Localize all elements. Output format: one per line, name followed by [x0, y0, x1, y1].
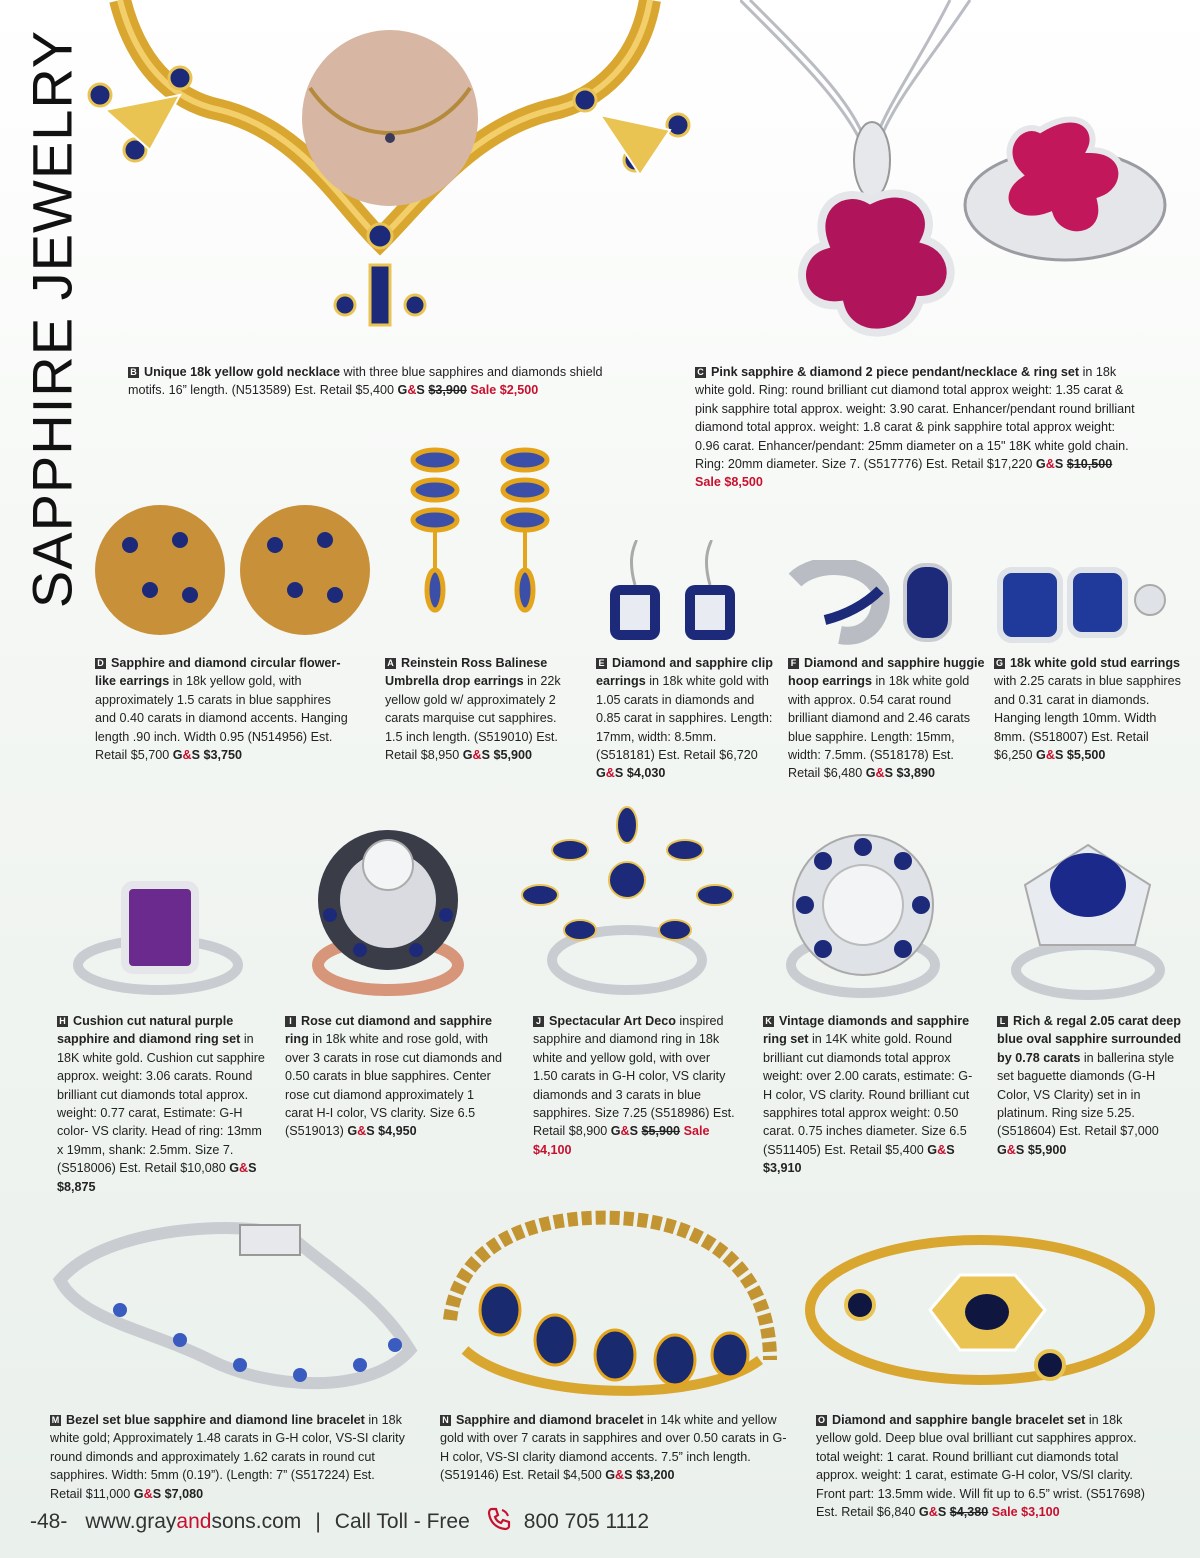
gs-price: $5,500 — [1066, 748, 1106, 763]
sale-price: Sale $8,500 — [695, 475, 763, 490]
gs-label: G&S — [1036, 748, 1064, 763]
product-name: Reinstein Ross Balinese Umbrella drop earrings — [385, 656, 548, 689]
gs-label: G&S — [1035, 457, 1064, 472]
product-desc: in 14k white and yellow gold with over 7 carats in sapphires and over 0.50 carats in G-H color, VS-SI clarity diamond accents. 7.5” inch length. (S519146) Est. Retail $4,500 — [440, 1413, 787, 1483]
old-price: $10,500 — [1066, 457, 1113, 472]
product-j — [533, 1012, 738, 1159]
gs-price: $3,890 — [896, 766, 936, 781]
ring-l-image — [1000, 825, 1175, 1000]
ring-i-image — [300, 825, 475, 1000]
gs-price: $4,950 — [378, 1124, 417, 1139]
product-name: Unique 18k yellow gold necklace — [144, 365, 340, 379]
item-letter: L — [997, 1016, 1008, 1027]
earrings-g-image — [995, 565, 1180, 645]
product-c — [695, 363, 1135, 492]
product-o — [816, 1411, 1156, 1521]
pendant-ring-c-image — [740, 0, 1190, 350]
gs-price: $3,200 — [636, 1468, 675, 1483]
product-name: Bezel set blue sapphire and diamond line bracelet — [66, 1413, 365, 1427]
sale-price: Sale $2,500 — [470, 383, 539, 398]
website-link[interactable]: www.grayandsons.com — [85, 1510, 302, 1533]
bracelet-o-image — [800, 1230, 1160, 1400]
phone-icon — [486, 1506, 512, 1538]
product-name: Rose cut diamond and sapphire ring — [285, 1014, 493, 1047]
item-letter: D — [95, 658, 106, 669]
product-desc: in 18k yellow gold. Deep blue oval brilliant cut sapphires approx. total weight: 1 carat. Round brilliant cut diamonds total approx. weight: 1 carat, estimate G-H color, VS/SI clarity. Front part: 13.5mm wide. Will fit up to 6.5” wrist. (S517698) Est. Retail $6,840 — [816, 1413, 1145, 1520]
product-desc: in 18k white gold with 1.05 carats in diamonds and 0.85 carat in sapphires. Length: 17mm, width: 8.5mm. (S518181) Est. Retail $6,720 — [596, 674, 773, 763]
product-name: 18k white gold stud earrings — [1010, 656, 1181, 670]
item-letter: G — [995, 658, 1003, 668]
gs-label: G&S — [462, 748, 491, 763]
product-name: Diamond and sapphire clip earrings — [596, 656, 773, 689]
item-letter: O — [817, 1415, 825, 1425]
product-i — [285, 1012, 505, 1141]
product-a — [385, 654, 575, 764]
product-b — [128, 363, 608, 400]
sale-price: Sale $4,100 — [533, 1124, 710, 1157]
item-letter: B — [128, 367, 139, 378]
item-letter: H — [57, 1016, 68, 1027]
product-name: Sapphire and diamond bracelet — [456, 1413, 644, 1427]
product-d — [95, 654, 350, 764]
product-name: Pink sapphire & diamond 2 piece pendant/necklace & ring set — [711, 365, 1080, 379]
product-name: Vintage diamonds and sapphire ring set — [763, 1014, 970, 1047]
product-desc: in 18K white gold. Cushion cut sapphire approx. weight: 3.06 carats. Round brilliant cut diamonds total approx. weight: 0.77 carat, Estimate: G-H color- VS clarity. Head of ring: 13mm x 19mm, shank: 2.5mm. Size 7. (S518006) Est. Retail $10,080 — [57, 1032, 265, 1176]
product-e — [596, 654, 778, 783]
call-label: Call Toll - Free — [334, 1510, 470, 1533]
product-name: Diamond and sapphire bangle bracelet set — [832, 1413, 1086, 1427]
gs-price: $7,080 — [164, 1486, 204, 1501]
gs-price: $3,910 — [763, 1161, 802, 1176]
page-title-vertical — [20, 29, 84, 609]
item-letter: E — [596, 658, 607, 669]
gs-price: $3,750 — [203, 748, 243, 763]
product-name: Cushion cut natural purple sapphire and diamond ring set — [57, 1014, 241, 1047]
gs-price: $8,875 — [57, 1179, 96, 1194]
earrings-f-image — [785, 560, 970, 645]
gs-price: $5,900 — [493, 748, 533, 763]
product-desc: in 18k white gold. Ring: round brilliant cut diamond total approx weight: 1.35 carat & pink sapphire total approx. weight: 3.90 carat. Enhancer/pendant round brilliant diamond total approx. weight: 1.8 carat & pink sapphire total approx weight: 0.96 carat. Enhancer/pendant: 25mm diameter on a 15" 18K white gold chain. Ring: 20mm diameter. Size 7. (S517776) Est. Retail $17,220 — [695, 365, 1135, 472]
sale-price: Sale $3,100 — [991, 1505, 1060, 1520]
product-k — [763, 1012, 978, 1178]
gs-label: G&S — [610, 1124, 639, 1139]
item-letter: M — [51, 1415, 60, 1425]
product-name: Spectacular Art Deco — [549, 1014, 676, 1028]
product-g — [994, 654, 1184, 764]
product-f — [788, 654, 988, 783]
product-desc: in ballerina style set baguette diamonds (G-H Color, VS Clarity) set in in platinum. Ring size 5.25. (S518604) Est. Retail $7,000 — [997, 1050, 1175, 1139]
gs-label: G&S — [397, 383, 425, 398]
product-desc: in 22k yellow gold w/ approximately 2 carats marquise cut sapphires. 1.5 inch length. (S519010) Est. Retail $8,950 — [385, 674, 561, 763]
item-letter: F — [788, 658, 799, 669]
product-desc: with 2.25 carats in blue sapphires and 0.31 carat in diamonds. Hanging length 10mm. Width 8mm. (S518007) Est. Retail $6,250 — [994, 674, 1181, 763]
earrings-a-image — [395, 425, 575, 640]
page-footer — [30, 1505, 649, 1539]
bracelet-m-image — [50, 1210, 425, 1395]
product-desc: inspired sapphire and diamond ring in 18k white and yellow gold, with over 1.50 carats in G-H color, VS clarity diamonds and 3 carats in blue sapphires. Size 7.25 (S518986) Est. Retail $8,900 — [533, 1014, 735, 1139]
gs-label: G&S — [347, 1124, 375, 1139]
phone-number[interactable]: 800 705 1112 — [523, 1510, 650, 1533]
product-name: Diamond and sapphire huggie hoop earrings — [788, 656, 985, 689]
product-m — [50, 1411, 410, 1503]
gs-label: G&S — [865, 766, 894, 781]
ring-k-image — [775, 825, 950, 1000]
item-letter: J — [533, 1016, 544, 1027]
gs-label: G&S — [596, 766, 624, 781]
old-price: $4,380 — [949, 1505, 989, 1520]
gs-label: G&S — [133, 1486, 162, 1501]
footer-separator: | — [315, 1510, 321, 1533]
gs-label: G&S — [918, 1505, 947, 1520]
gs-label: G&S — [927, 1142, 955, 1157]
old-price: $5,900 — [641, 1124, 681, 1139]
bracelet-n-image — [440, 1210, 780, 1405]
item-letter: A — [385, 658, 396, 669]
necklace-worn-inset-image — [300, 28, 480, 208]
product-desc: in 14K white gold. Round brilliant cut diamonds total approx weight: over 2.00 carats, estimate: G-H color, VS clarity. Round brilliant cut sapphires total approx weight: 0.50 carat. 0.75 inches diameter. Size 6.5 (S511405) Est. Retail $5,400 — [763, 1032, 973, 1157]
product-name: Sapphire and diamond circular flower-like earrings — [95, 656, 341, 689]
product-desc: in 18k yellow gold, with approximately 1.5 carats in blue sapphires and 0.40 carats in diamond accents. Hanging length .90 inch. Width 0.95 (N514956) Est. Retail $5,700 — [95, 674, 348, 763]
earrings-e-image — [600, 540, 750, 645]
item-letter: K — [763, 1016, 774, 1027]
gs-label: G&S — [997, 1142, 1025, 1157]
product-n — [440, 1411, 790, 1485]
item-letter: I — [285, 1016, 296, 1027]
gs-label: G&S — [229, 1161, 257, 1176]
old-price: $3,900 — [428, 383, 467, 398]
product-desc: in 18k white gold; Approximately 1.48 carats in G-H color, VS-SI clarity round dimonds and approximately 1.62 carats in round cut sapphires. Width: 5mm (0.19”). (Length: 7” (S517224) Est. Retail $11,000 — [50, 1413, 405, 1501]
product-h — [57, 1012, 267, 1196]
page-title: SAPPHIRE JEWELRY — [20, 29, 84, 609]
product-name: Rich & regal 2.05 carat deep blue oval sapphire surrounded by 0.78 carats — [997, 1014, 1182, 1065]
item-letter: N — [440, 1415, 451, 1426]
ring-h-image — [70, 880, 245, 995]
gs-label: G&S — [172, 748, 201, 763]
gs-price: $5,900 — [1027, 1142, 1067, 1157]
item-letter: C — [695, 367, 706, 378]
product-l — [997, 1012, 1182, 1159]
page-number: -48- — [30, 1510, 68, 1533]
product-desc: in 18k white and rose gold, with over 3 carats in rose cut diamonds and 0.50 carats in blue sapphires. Center rose cut diamond approximately 1 carat H-I color, VS clarity. Size 6.5 (S519013) — [285, 1032, 503, 1139]
gs-label: G&S — [605, 1468, 633, 1483]
ring-j-image — [510, 800, 745, 1000]
product-desc: with three blue sapphires and diamonds shield motifs. 16” length. (N513589) Est. Retail $5,400 — [128, 365, 603, 398]
gs-price: $4,030 — [626, 766, 666, 781]
product-desc: in 18k white gold with approx. 0.54 carat round brilliant diamond and 2.46 carats blue sapphire. Length: 15mm, width: 7.5mm. (S518178) Est. Retail $6,480 — [788, 674, 971, 781]
earrings-d-image — [90, 495, 380, 645]
